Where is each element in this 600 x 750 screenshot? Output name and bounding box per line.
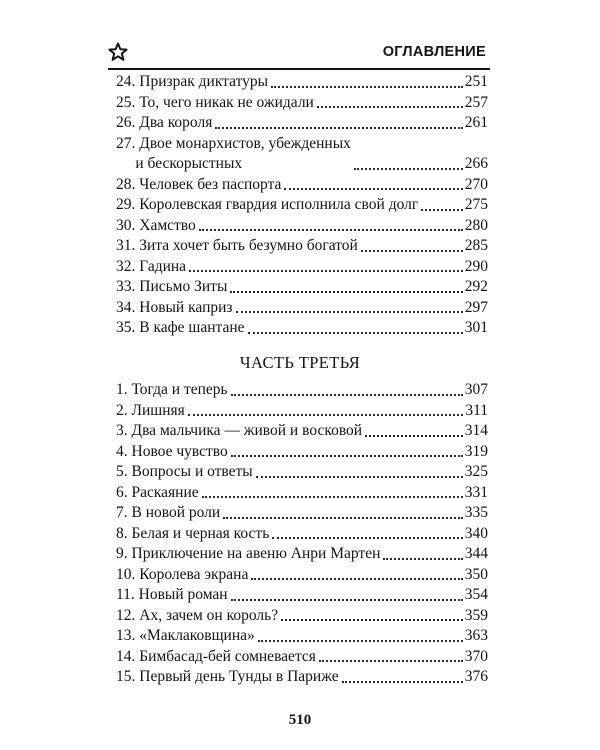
toc-entry-title: 34. Новый каприз bbox=[116, 298, 233, 316]
toc-entry-title: 4. Новое чувство bbox=[116, 442, 228, 460]
toc-entry bbox=[116, 585, 488, 606]
toc-entry-page: 280 bbox=[464, 216, 488, 234]
toc-entry-title: 27. Двое монархистов, убежденных и бескорыстных bbox=[116, 134, 351, 172]
toc-entry bbox=[116, 93, 488, 114]
dot-leader bbox=[365, 435, 463, 437]
toc-entry bbox=[116, 667, 488, 688]
toc-entry-page: 340 bbox=[464, 524, 488, 542]
toc-entry-page: 376 bbox=[464, 668, 488, 685]
toc-entry-page: 314 bbox=[464, 422, 488, 439]
toc-entry-page: 311 bbox=[465, 401, 488, 419]
toc-entry-title: 14. Бимбасад-бей сомневается bbox=[116, 647, 316, 665]
dot-leader bbox=[248, 332, 463, 334]
toc-entry-page: 335 bbox=[464, 504, 488, 521]
toc-entry-title: 13. «Маклаковщина» bbox=[116, 627, 255, 644]
toc-entry-title: 26. Два короля bbox=[116, 114, 213, 131]
dot-leader bbox=[231, 455, 463, 457]
toc-entry-page: 251 bbox=[464, 73, 488, 90]
toc-entry bbox=[116, 113, 488, 134]
toc-entry-page: 297 bbox=[464, 298, 488, 316]
toc-entry bbox=[116, 380, 488, 401]
toc-entry bbox=[116, 318, 488, 339]
toc-entry bbox=[116, 524, 488, 545]
dot-leader bbox=[272, 537, 462, 539]
toc-entry bbox=[116, 462, 488, 483]
toc-entry bbox=[116, 134, 488, 175]
toc-entry-page: 257 bbox=[464, 93, 488, 111]
toc-entry bbox=[116, 544, 488, 565]
toc-entry bbox=[116, 175, 488, 196]
toc-entry-title: 29. Королевская гвардия исполнила свой долг bbox=[116, 196, 419, 213]
toc-entry-page: 354 bbox=[464, 586, 488, 603]
toc-entry-title: 9. Приключение на авеню Анри Мартен bbox=[116, 545, 381, 562]
dot-leader bbox=[231, 394, 463, 396]
toc-entry-title: 35. В кафе шантане bbox=[116, 319, 245, 336]
toc-entry-page: 370 bbox=[464, 647, 488, 665]
toc-entry bbox=[116, 503, 488, 524]
toc-entry-title: 12. Ах, зачем он король? bbox=[116, 606, 279, 624]
dot-leader bbox=[284, 188, 462, 190]
toc-entry bbox=[116, 257, 488, 278]
toc-entry bbox=[116, 442, 488, 463]
toc-entry bbox=[116, 647, 488, 668]
toc-entry-page: 331 bbox=[464, 483, 488, 501]
toc-entry-title: 11. Новый роман bbox=[116, 586, 228, 603]
toc-entry-title: 8. Белая и черная кость bbox=[116, 524, 270, 542]
dot-leader bbox=[215, 127, 462, 129]
dot-leader bbox=[317, 106, 463, 108]
toc-entry-page: 292 bbox=[464, 278, 488, 295]
dot-leader bbox=[342, 681, 463, 683]
toc-entry bbox=[116, 565, 488, 586]
running-title: ОГЛАВЛЕНИЕ bbox=[382, 44, 486, 60]
dot-leader bbox=[354, 168, 463, 170]
page-number: 510 bbox=[288, 712, 312, 728]
toc-entry-page: 350 bbox=[464, 565, 488, 583]
toc-entry-page: 270 bbox=[464, 175, 488, 193]
toc-entry-page: 261 bbox=[464, 114, 488, 131]
toc-entry-title: 15. Первый день Тунды в Париже bbox=[116, 668, 339, 685]
toc-entry bbox=[116, 277, 488, 298]
toc-entry-title: 25. То, чего никак не ожидали bbox=[116, 93, 314, 111]
dot-leader bbox=[199, 229, 463, 231]
dot-leader bbox=[230, 291, 462, 293]
dot-leader bbox=[231, 599, 463, 601]
toc-entry-title: 2. Лишняя bbox=[116, 401, 185, 419]
dot-leader bbox=[271, 86, 463, 88]
toc-entry bbox=[116, 421, 488, 442]
toc-entry bbox=[116, 72, 488, 93]
toc-entry bbox=[116, 195, 488, 216]
toc-entry-title: 3. Два мальчика — живой и восковой bbox=[116, 422, 363, 439]
toc-entry bbox=[116, 401, 488, 422]
dot-leader bbox=[258, 640, 463, 642]
star-outline-icon bbox=[108, 42, 128, 62]
toc-entry-title: 33. Письмо Зиты bbox=[116, 278, 228, 295]
toc-entry-page: 275 bbox=[464, 196, 488, 213]
toc-entry bbox=[116, 626, 488, 647]
toc-entry-title: 24. Призрак диктатуры bbox=[116, 73, 269, 90]
toc-entry bbox=[116, 483, 488, 504]
toc-entry-page: 290 bbox=[464, 257, 488, 275]
toc-entry-page: 344 bbox=[464, 545, 488, 562]
dot-leader bbox=[189, 270, 463, 272]
header-rule bbox=[108, 68, 490, 70]
toc-entry-page: 359 bbox=[464, 606, 488, 624]
toc-entry-page: 285 bbox=[464, 237, 488, 254]
toc-entry-title: 10. Королева экрана bbox=[116, 565, 249, 583]
dot-leader bbox=[361, 250, 463, 252]
dot-leader bbox=[202, 496, 463, 498]
toc-entry-title: 6. Раскаяние bbox=[116, 483, 199, 501]
dot-leader bbox=[251, 578, 462, 580]
toc-entry-page: 363 bbox=[464, 627, 488, 644]
toc-entry-title: 28. Человек без паспорта bbox=[116, 175, 282, 193]
toc-entry-title: 32. Гадина bbox=[116, 257, 187, 275]
toc-entry-title: 30. Хамство bbox=[116, 216, 196, 234]
toc-entry-page: 266 bbox=[464, 155, 488, 172]
toc-entry-title: 7. В новой роли bbox=[116, 504, 221, 521]
running-header bbox=[108, 40, 490, 66]
toc-entry-title: 31. Зита хочет быть безумно богатой bbox=[116, 237, 358, 254]
dot-leader bbox=[383, 558, 462, 560]
dot-leader bbox=[188, 414, 464, 416]
part-heading: ЧАСТЬ ТРЕТЬЯ bbox=[239, 353, 361, 372]
toc-entry-title: 5. Вопросы и ответы bbox=[116, 463, 253, 480]
toc-entry-page: 301 bbox=[464, 319, 488, 336]
dot-leader bbox=[319, 660, 463, 662]
toc-entry-page: 319 bbox=[464, 442, 488, 460]
toc-entry-title: 1. Тогда и теперь bbox=[116, 381, 228, 398]
toc-entry bbox=[116, 606, 488, 627]
toc-entry-page: 307 bbox=[464, 381, 488, 398]
dot-leader bbox=[223, 517, 463, 519]
dot-leader bbox=[236, 311, 463, 313]
dot-leader bbox=[421, 209, 463, 211]
toc-entry bbox=[116, 216, 488, 237]
dot-leader bbox=[281, 619, 463, 621]
toc-list-continued bbox=[116, 72, 488, 339]
dot-leader bbox=[256, 476, 463, 478]
toc-list-part-three bbox=[116, 380, 488, 688]
toc-entry bbox=[116, 236, 488, 257]
toc-entry-page: 325 bbox=[464, 463, 488, 480]
toc-entry bbox=[116, 298, 488, 319]
